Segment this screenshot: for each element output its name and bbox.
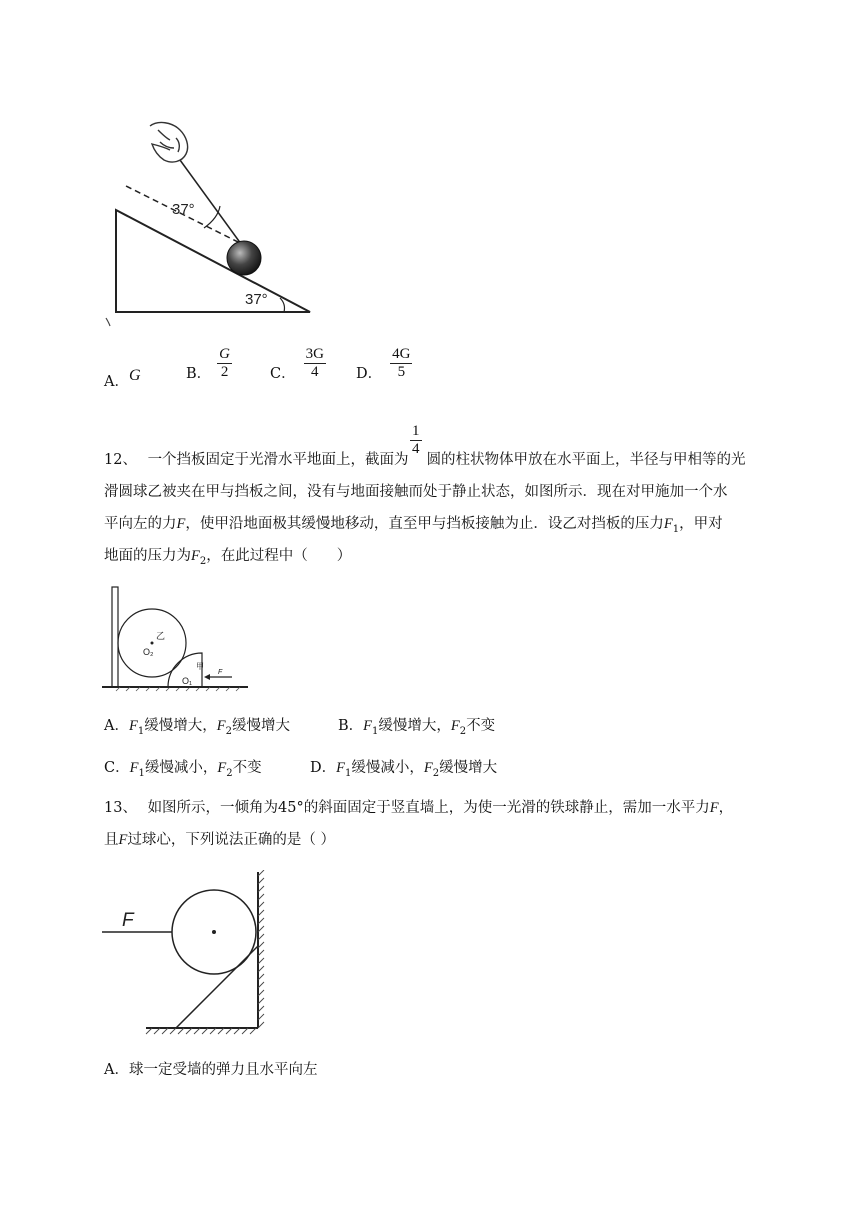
fraction: $\frac{4G}{5}$ — [392, 346, 411, 380]
wall-incline-ball-figure — [100, 870, 275, 1040]
center-o2 — [151, 642, 154, 645]
baffle — [112, 587, 118, 687]
q13-line-1: 13、 如图所示，一倾角为45°的斜面固定于竖直墙上，为使一光滑的铁球静止，需加一水平力F， — [104, 800, 734, 816]
question-number: 13、 — [104, 800, 137, 816]
q11-option-d[interactable] — [356, 346, 412, 381]
q11-option-c[interactable] — [270, 346, 326, 381]
incline-ball-figure — [100, 118, 320, 333]
q11-option-b[interactable] — [186, 346, 232, 381]
angle-arc-bottom — [280, 298, 285, 312]
q12-option-c[interactable]: C．$F_1$缓慢减小，$F_2$不变 — [104, 760, 262, 779]
fraction: $\frac{3G}{4}$ — [305, 346, 324, 380]
q13-option-a[interactable]: A．球一定受墙的弹力且水平向左 — [104, 1062, 318, 1078]
force-arrowhead — [204, 674, 210, 680]
label-yi: 乙 — [156, 631, 166, 641]
option-letter: D． — [356, 366, 383, 382]
option-letter: A． — [104, 374, 129, 390]
fraction: $\frac{G}{2}$ — [219, 346, 230, 380]
label-o2: O₂ — [143, 647, 154, 657]
option-value: G — [128, 367, 141, 384]
label-o1: O₁ — [182, 676, 193, 686]
stray-mark — [106, 318, 110, 326]
q12-option-a[interactable]: A．$F_1$缓慢增大，$F_2$缓慢增大 — [104, 718, 290, 737]
q12-line-3: 平向左的力F，使甲沿地面极其缓慢地移动，直至甲与挡板接触为止．设乙对挡板的压力$F_1$，甲对 — [104, 516, 723, 535]
q12-option-b[interactable]: B．$F_1$缓慢增大，$F_2$不变 — [338, 718, 496, 737]
incline-triangle — [116, 210, 310, 312]
baffle-ball-figure — [100, 585, 260, 695]
angle-label-top: 37° — [172, 201, 195, 218]
ball-center — [212, 930, 216, 934]
option-letter: B． — [186, 366, 212, 382]
q12-line-2: 滑圆球乙被夹在甲与挡板之间，没有与地面接触而处于静止状态，如图所示．现在对甲施加一个水 — [104, 484, 728, 500]
question-number: 12、 — [104, 452, 137, 468]
incline-line — [176, 946, 258, 1028]
label-jia: 甲 — [196, 662, 204, 671]
q12-line-1: 12、 一个挡板固定于光滑水平地面上，截面为 圆的柱状物体甲放在水平面上，半径与甲相等的光 — [104, 452, 746, 468]
q12-quarter-fraction: $\frac{1}{4}$ — [412, 423, 420, 457]
q11-option-a[interactable] — [104, 367, 141, 391]
angle-arc-top — [204, 206, 220, 228]
ball — [227, 241, 261, 275]
option-letter: C． — [270, 366, 296, 382]
q12-option-d[interactable]: D．$F_1$缓慢减小，$F_2$缓慢增大 — [310, 760, 498, 779]
label-force: F — [218, 669, 223, 676]
hand-icon — [150, 123, 188, 162]
angle-label-bottom: 37° — [245, 291, 268, 308]
label-force: F — [122, 910, 134, 931]
q12-line-4: 地面的压力为$F_2$，在此过程中（ ） — [104, 548, 352, 567]
q13-line-2: 且F过球心，下列说法正确的是（ ） — [104, 832, 335, 848]
